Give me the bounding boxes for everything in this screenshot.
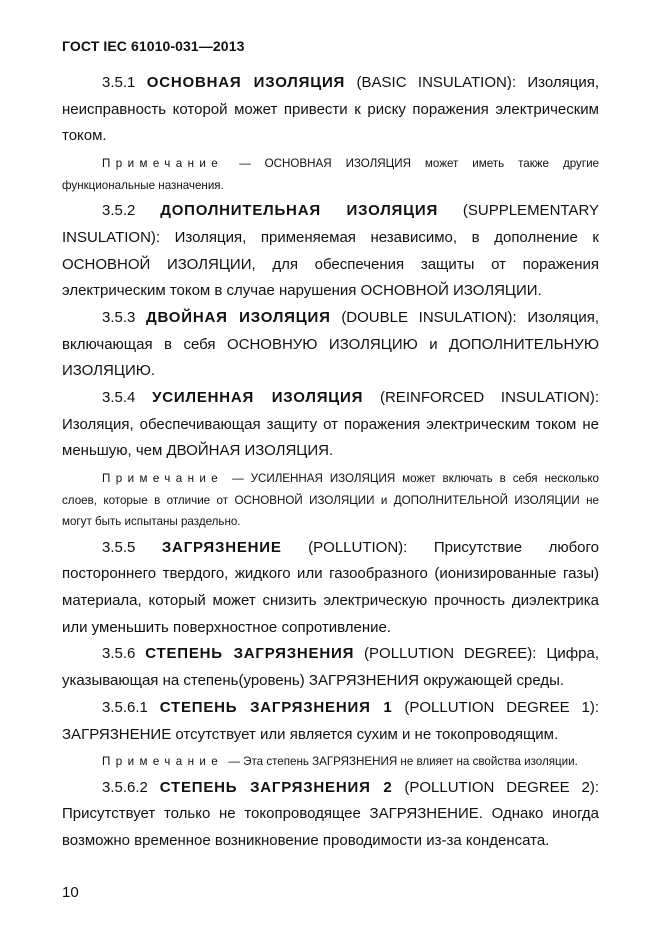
clause-term: ДВОЙНАЯ ИЗОЛЯЦИЯ bbox=[146, 308, 331, 326]
clause-number: 3.5.2 bbox=[102, 202, 136, 220]
note-text: — Эта степень ЗАГРЯЗНЕНИЯ не влияет на свойства изоляции. bbox=[225, 755, 578, 769]
clause-3-5-6-1 bbox=[62, 695, 599, 748]
clause-term: УСИЛЕННАЯ ИЗОЛЯЦИЯ bbox=[152, 389, 364, 407]
clause-3-5-2 bbox=[62, 198, 599, 305]
note-text: — УСИЛЕННАЯ ИЗОЛЯЦИЯ может включать в себя несколько слоев, которые в отличие от ОСНОВНОЙ ИЗОЛЯЦИИ и ДОПОЛНИТЕЛЬНОЙ ИЗОЛЯЦИИ не могут быть испытаны раздельно. bbox=[62, 472, 599, 529]
document-header: ГОСТ IEC 61010-031—2013 bbox=[62, 38, 245, 54]
clause-definition: (POLLUTION DEGREE 1): ЗАГРЯЗНЕНИЕ отсутствует или является сухим и не токопроводящим. bbox=[62, 698, 600, 743]
note-text: — ОСНОВНАЯ ИЗОЛЯЦИЯ может иметь также другие функциональные назначения. bbox=[62, 157, 599, 192]
clause-definition: (SUPPLEMENTARY INSULATION): Изоляция, применяемая независимо, в дополнение к ОСНОВНОЙ ИЗОЛЯЦИИ, для обеспечения защиты от поражения электрическим током в случае нарушения ОСНОВНОЙ ИЗОЛЯЦИИ. bbox=[62, 202, 600, 300]
clause-3-5-1 bbox=[62, 70, 599, 150]
note-label: Примечание bbox=[102, 755, 224, 769]
clause-definition: (POLLUTION DEGREE 2): Присутствует только не токопроводящее ЗАГРЯЗНЕНИЕ. Однако иногда возможно временное возникновение проводимости из-за конденсата. bbox=[62, 778, 600, 850]
clause-3-5-3 bbox=[62, 305, 599, 385]
clause-definition: (POLLUTION): Присутствие любого постороннего твердого, жидкого или газообразного (ионизированные газы) материала, который может снизить электрическую прочность диэлектрика или уменьшить поверхностное сопротивление. bbox=[62, 538, 599, 636]
clause-definition: (BASIC INSULATION): Изоляция, неисправность которой может привести к риску поражения электрическим током. bbox=[62, 74, 600, 145]
note-3 bbox=[62, 751, 599, 773]
note-2 bbox=[62, 468, 599, 533]
clause-term: ДОПОЛНИТЕЛЬНАЯ ИЗОЛЯЦИЯ bbox=[160, 202, 439, 220]
clause-3-5-6 bbox=[62, 641, 599, 694]
clause-term: ОСНОВНАЯ ИЗОЛЯЦИЯ bbox=[146, 74, 346, 91]
note-label: Примечание bbox=[102, 157, 224, 171]
note-label: Примечание bbox=[102, 472, 224, 486]
clause-3-5-5 bbox=[62, 535, 599, 642]
clause-number: 3.5.6.2 bbox=[102, 778, 148, 796]
document-body bbox=[62, 70, 599, 855]
clause-number: 3.5.6 bbox=[102, 645, 136, 663]
clause-term: ЗАГРЯЗНЕНИЕ bbox=[161, 538, 282, 556]
clause-term: СТЕПЕНЬ ЗАГРЯЗНЕНИЯ 2 bbox=[159, 778, 393, 796]
clause-number: 3.5.1 bbox=[102, 74, 136, 91]
clause-3-5-4 bbox=[62, 385, 599, 465]
clause-number: 3.5.4 bbox=[102, 389, 136, 407]
clause-definition: (POLLUTION DEGREE): Цифра, указывающая на степень(уровень) ЗАГРЯЗНЕНИЯ окружающей среды. bbox=[62, 645, 599, 690]
clause-definition: (DOUBLE INSULATION): Изоляция, включающая в себя ОСНОВНУЮ ИЗОЛЯЦИЮ и ДОПОЛНИТЕЛЬНУЮ ИЗОЛЯЦИЮ. bbox=[62, 308, 600, 380]
clause-term: СТЕПЕНЬ ЗАГРЯЗНЕНИЯ 1 bbox=[159, 698, 393, 716]
clause-definition: (REINFORCED INSULATION): Изоляция, обеспечивающая защиту от поражения электрическим током не меньшую, чем ДВОЙНАЯ ИЗОЛЯЦИЯ. bbox=[62, 389, 599, 460]
clause-3-5-6-2 bbox=[62, 775, 599, 855]
note-1 bbox=[62, 153, 599, 196]
clause-number: 3.5.3 bbox=[102, 308, 136, 326]
clause-term: СТЕПЕНЬ ЗАГРЯЗНЕНИЯ bbox=[145, 645, 355, 663]
page-number: 10 bbox=[62, 884, 79, 901]
clause-number: 3.5.6.1 bbox=[102, 698, 148, 716]
clause-number: 3.5.5 bbox=[102, 538, 136, 556]
